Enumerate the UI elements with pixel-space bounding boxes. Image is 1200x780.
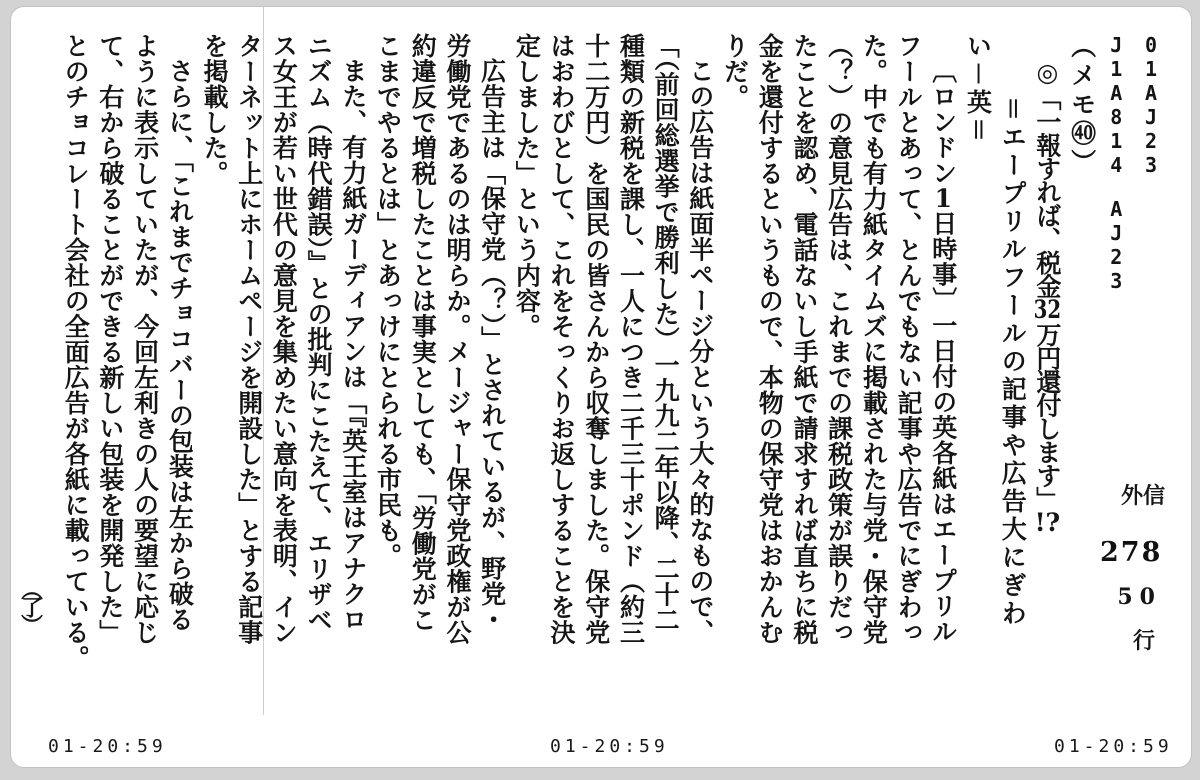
body-line: また、有力紙ガーディアンは「『英王室はアナクロ [338,58,368,632]
memo-label: （メモ㊵） [1067,33,1097,178]
upright-digits: 1 [934,185,952,211]
body-line: りだ。 [720,33,750,110]
timestamp: 01-20:59 [1054,736,1173,757]
slug-line-count: 50行 [1117,584,1162,654]
upright-digits: !? [1034,510,1061,535]
body-line: 種類の新税を課し、一人につき二千三十ポンド（約三 [616,33,646,645]
timestamp: 01-20:59 [550,736,669,757]
body-line: 労働党であるのは明らか。メージャー保守党政権が公 [442,33,472,645]
body-line: フールとあって、とんでもない記事や広告でにぎわっ [894,33,924,645]
paragraph [196,33,370,733]
body-line: 広告主は「保守党（？）」とされているが、野党・ [477,58,507,632]
headline: ◎「一報すれば、税金32万円還付します」!? [1032,58,1062,535]
subheadline: ＝エープリルフールの記事や広告大にぎわ [998,95,1028,628]
body-line: 定しました」という内容。 [512,33,542,339]
upright-digits: 32 [1033,297,1062,322]
body-line: ターネット上にホームページを開設した」とする記事 [234,33,264,645]
body-line: （？）の意見広告は、これまでの課税政策が誤りだっ [824,33,854,645]
wire-code-line-1: 01AJ23 [1139,33,1163,177]
paragraph [58,33,197,733]
body-line: 金を還付するというもので、本物の保守党はおかんむ [755,33,785,645]
slug-number: 278 [1100,537,1163,568]
body-line: 〔ロンドン1日時事〕一日付の英各紙はエープリル [928,58,958,644]
wire-code-line-2: J1A814 AJ23 [1104,33,1129,293]
paragraph [370,33,509,733]
subheadline-continued: い－英＝ [963,33,993,146]
body-line: はおわびとして、これをそっくりお返しすることを決 [547,33,577,645]
body-line: こまでやるとは」とあっけにとられる市民も。 [373,33,403,569]
body-line: ニズム（時代錯誤）』との批判にこたえて、エリザベ [304,33,334,633]
body-line: さらに、「これまでチョコバーの包装は左から破る [165,58,195,632]
timestamp: 01-20:59 [48,736,167,757]
body-line: 約違反で増税したことは事実としても、「労働党がこ [408,33,438,633]
article-text [13,33,1168,733]
body-line: て、右から破ることができる新しい包装を開発した」 [95,33,125,645]
slug-category: 外信 [1121,483,1166,509]
body-line: とのチョコレート会社の全面広告が各紙に載っている。 [61,33,91,671]
paragraph [509,33,717,733]
body-line: た。中でも有力紙タイムズに掲載された与党・保守党 [859,33,889,645]
paragraph [717,33,960,733]
body-line: この広告は紙面半ページ分という大々的なもので、 [685,58,715,645]
body-line: 「（前回総選挙で勝利した）一九九二年以降、二十二 [651,33,681,633]
body-line: たことを認め、電話ないし手紙で請求すれば直ちに税 [789,33,819,645]
body-line: を掲載した。 [200,33,230,186]
body-line: ス女王が若い世代の意見を集めたい意向を表明、イン [269,33,299,645]
body-line: 十二万円）を国民の皆さんから収奪しました。保守党 [581,33,611,645]
body-line: ように表示していたが、今回左利きの人の要望に応じ [130,33,160,645]
end-mark: （了） [17,578,44,632]
